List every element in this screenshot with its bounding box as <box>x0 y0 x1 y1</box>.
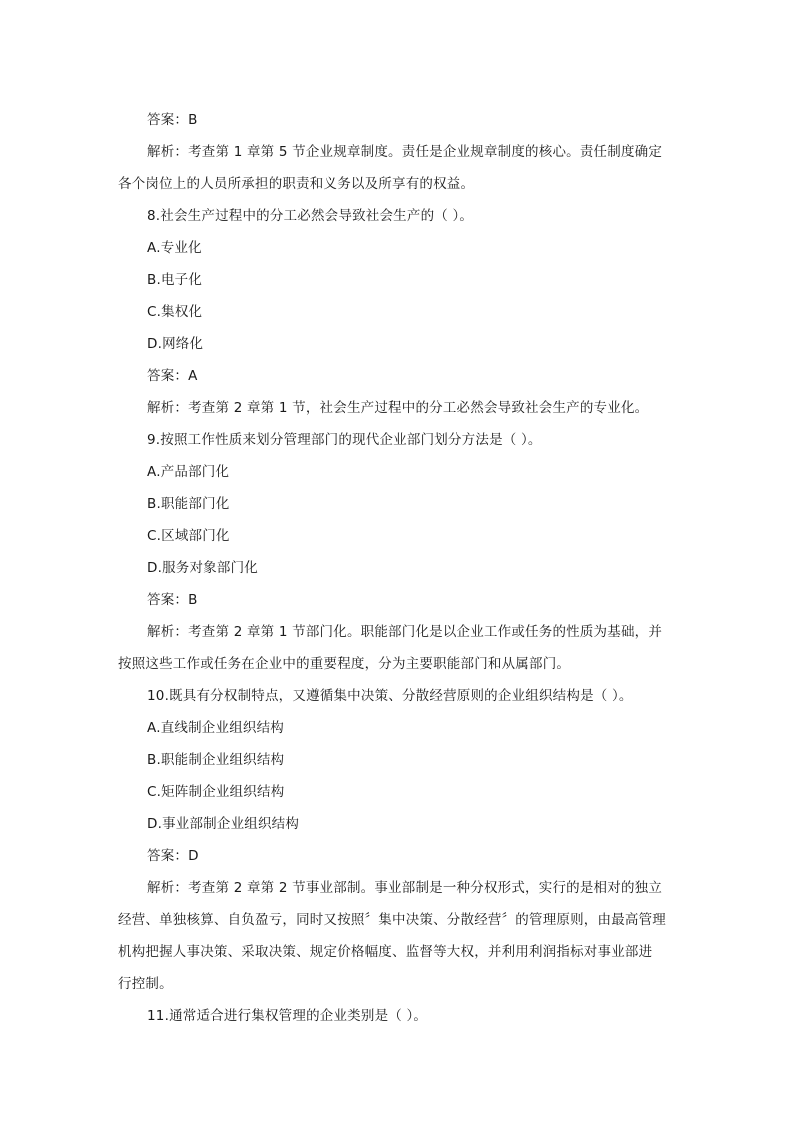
option-b: B.电子化 <box>147 272 203 288</box>
explanation-line-continued: 行控制。 <box>118 976 173 992</box>
option-a: A.直线制企业组织结构 <box>147 720 284 736</box>
explanation-line: 解析：考查第 2 章第 1 节，社会生产过程中的分工必然会导致社会生产的专业化。 <box>147 400 649 416</box>
explanation-line-continued: 经营、单独核算、自负盈亏，同时又按照〞集中决策、分散经营〞的管理原则，由最高管理 <box>118 912 666 928</box>
explanation-line-continued: 机构把握人事决策、采取决策、规定价格幅度、监督等大权，并利用利润指标对事业部进 <box>118 944 653 960</box>
option-c: C.矩阵制企业组织结构 <box>147 784 285 800</box>
option-d: D.网络化 <box>147 336 204 352</box>
option-b: B.职能部门化 <box>147 496 230 512</box>
question-10: 10.既具有分权制特点，又遵循集中决策、分散经营原则的企业组织结构是（ ）。 <box>147 688 633 704</box>
option-c: C.区域部门化 <box>147 528 230 544</box>
explanation-line-continued: 按照这些工作或任务在企业中的重要程度，分为主要职能部门和从属部门。 <box>118 656 571 672</box>
option-c: C.集权化 <box>147 304 203 320</box>
question-11: 11.通常适合进行集权管理的企业类别是（ ）。 <box>147 1008 428 1024</box>
question-9: 9.按照工作性质来划分管理部门的现代企业部门划分方法是（ ）。 <box>147 432 542 448</box>
explanation-line: 解析：考查第 2 章第 2 节事业部制。事业部制是一种分权形式，实行的是相对的独立 <box>147 880 663 896</box>
option-b: B.职能制企业组织结构 <box>147 752 285 768</box>
explanation-line-continued: 各个岗位上的人员所承担的职责和义务以及所享有的权益。 <box>118 176 475 192</box>
option-d: D.事业部制企业组织结构 <box>147 816 300 832</box>
answer-line: 答案：D <box>147 848 199 864</box>
option-a: A.产品部门化 <box>147 464 230 480</box>
option-a: A.专业化 <box>147 240 202 256</box>
explanation-line: 解析：考查第 2 章第 1 节部门化。职能部门化是以企业工作或任务的性质为基础，并 <box>147 624 663 640</box>
answer-line: 答案：B <box>147 112 198 128</box>
question-8: 8.社会生产过程中的分工必然会导致社会生产的（ ）。 <box>147 208 474 224</box>
answer-line: 答案：A <box>147 368 198 384</box>
option-d: D.服务对象部门化 <box>147 560 258 576</box>
explanation-line: 解析：考查第 1 章第 5 节企业规章制度。责任是企业规章制度的核心。责任制度确定 <box>147 144 663 160</box>
answer-line: 答案：B <box>147 592 198 608</box>
